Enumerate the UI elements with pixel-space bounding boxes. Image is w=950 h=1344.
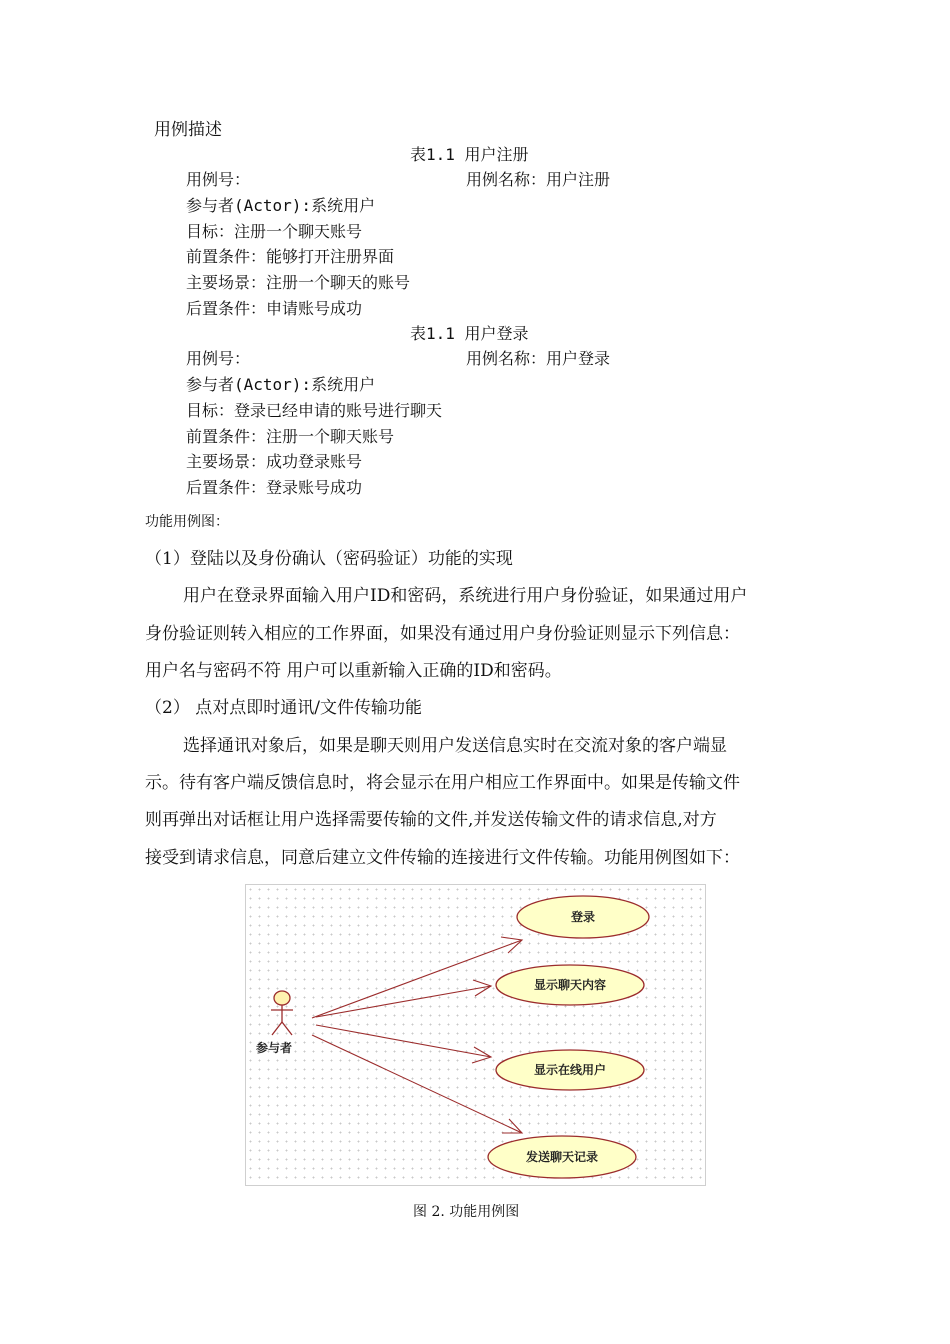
figure-caption: 图 2. 功能用例图 <box>413 1204 520 1220</box>
paragraph-line: 接受到请求信息，同意后建立文件传输的连接进行文件传输。功能用例图如下： <box>145 848 740 868</box>
usecase-name-label: 用例名称：用户注册 <box>466 170 611 189</box>
use-case-diagram <box>245 884 706 1186</box>
arrowhead-send-record <box>502 1119 522 1133</box>
association-show-online <box>316 1025 491 1057</box>
usecase-label-show-chat: 显示聊天内容 <box>533 978 607 992</box>
usecase-label-login: 登录 <box>570 910 596 924</box>
item1-title: （1）登陆以及身份确认（密码验证）功能的实现 <box>145 549 513 569</box>
section-heading: 用例描述 <box>154 120 222 140</box>
usecase-main-scenario: 主要场景：成功登录账号 <box>186 452 363 471</box>
usecase-precondition: 前置条件：能够打开注册界面 <box>186 247 395 266</box>
usecase-goal: 目标：注册一个聊天账号 <box>186 222 363 241</box>
usecase-actor: 参与者(Actor):系统用户 <box>186 196 376 215</box>
paragraph-line: 则再弹出对话框让用户选择需要传输的文件,并发送传输文件的请求信息,对方 <box>145 810 717 830</box>
association-lines <box>312 937 522 1133</box>
usecase-id-label: 用例号： <box>186 170 251 189</box>
arrowhead-login <box>501 937 522 953</box>
usecase-label-show-online: 显示在线用户 <box>533 1063 607 1077</box>
usecase-precondition: 前置条件：注册一个聊天账号 <box>186 427 395 446</box>
association-login <box>312 940 522 1018</box>
usecase-postcondition: 后置条件：登录账号成功 <box>186 478 363 497</box>
actor-figure <box>271 991 293 1035</box>
usecase-actor: 参与者(Actor):系统用户 <box>186 375 376 394</box>
association-show-chat <box>316 986 491 1017</box>
table-caption-login: 表1.1 用户登录 <box>410 324 529 343</box>
usecase-name-label: 用例名称：用户登录 <box>466 349 611 368</box>
usecase-main-scenario: 主要场景：注册一个聊天的账号 <box>186 273 411 292</box>
association-send-record <box>312 1035 522 1133</box>
usecase-label-send-record: 发送聊天记录 <box>525 1150 599 1164</box>
paragraph-line: 用户名与密码不符 用户可以重新输入正确的ID和密码。 <box>145 661 562 681</box>
use-case-diagram-svg <box>246 885 707 1187</box>
paragraph-line: 示。待有客户端反馈信息时，将会显示在用户相应工作界面中。如果是传输文件 <box>145 773 740 793</box>
function-diagram-label: 功能用例图： <box>145 514 229 530</box>
paragraph-line: 选择通讯对象后，如果是聊天则用户发送信息实时在交流对象的客户端显 <box>183 736 727 756</box>
actor-label: 参与者 <box>256 1041 293 1055</box>
usecase-postcondition: 后置条件：申请账号成功 <box>186 299 363 318</box>
usecase-id-label: 用例号： <box>186 349 251 368</box>
table-caption-register: 表1.1 用户注册 <box>410 145 529 164</box>
paragraph-line: 用户在登录界面输入用户ID和密码，系统进行用户身份验证，如果通过用户 <box>183 586 748 606</box>
usecase-goal: 目标：登录已经申请的账号进行聊天 <box>186 401 443 420</box>
item2-title: （2） 点对点即时通讯/文件传输功能 <box>145 698 422 718</box>
paragraph-line: 身份验证则转入相应的工作界面，如果没有通过用户身份验证则显示下列信息： <box>145 624 740 644</box>
